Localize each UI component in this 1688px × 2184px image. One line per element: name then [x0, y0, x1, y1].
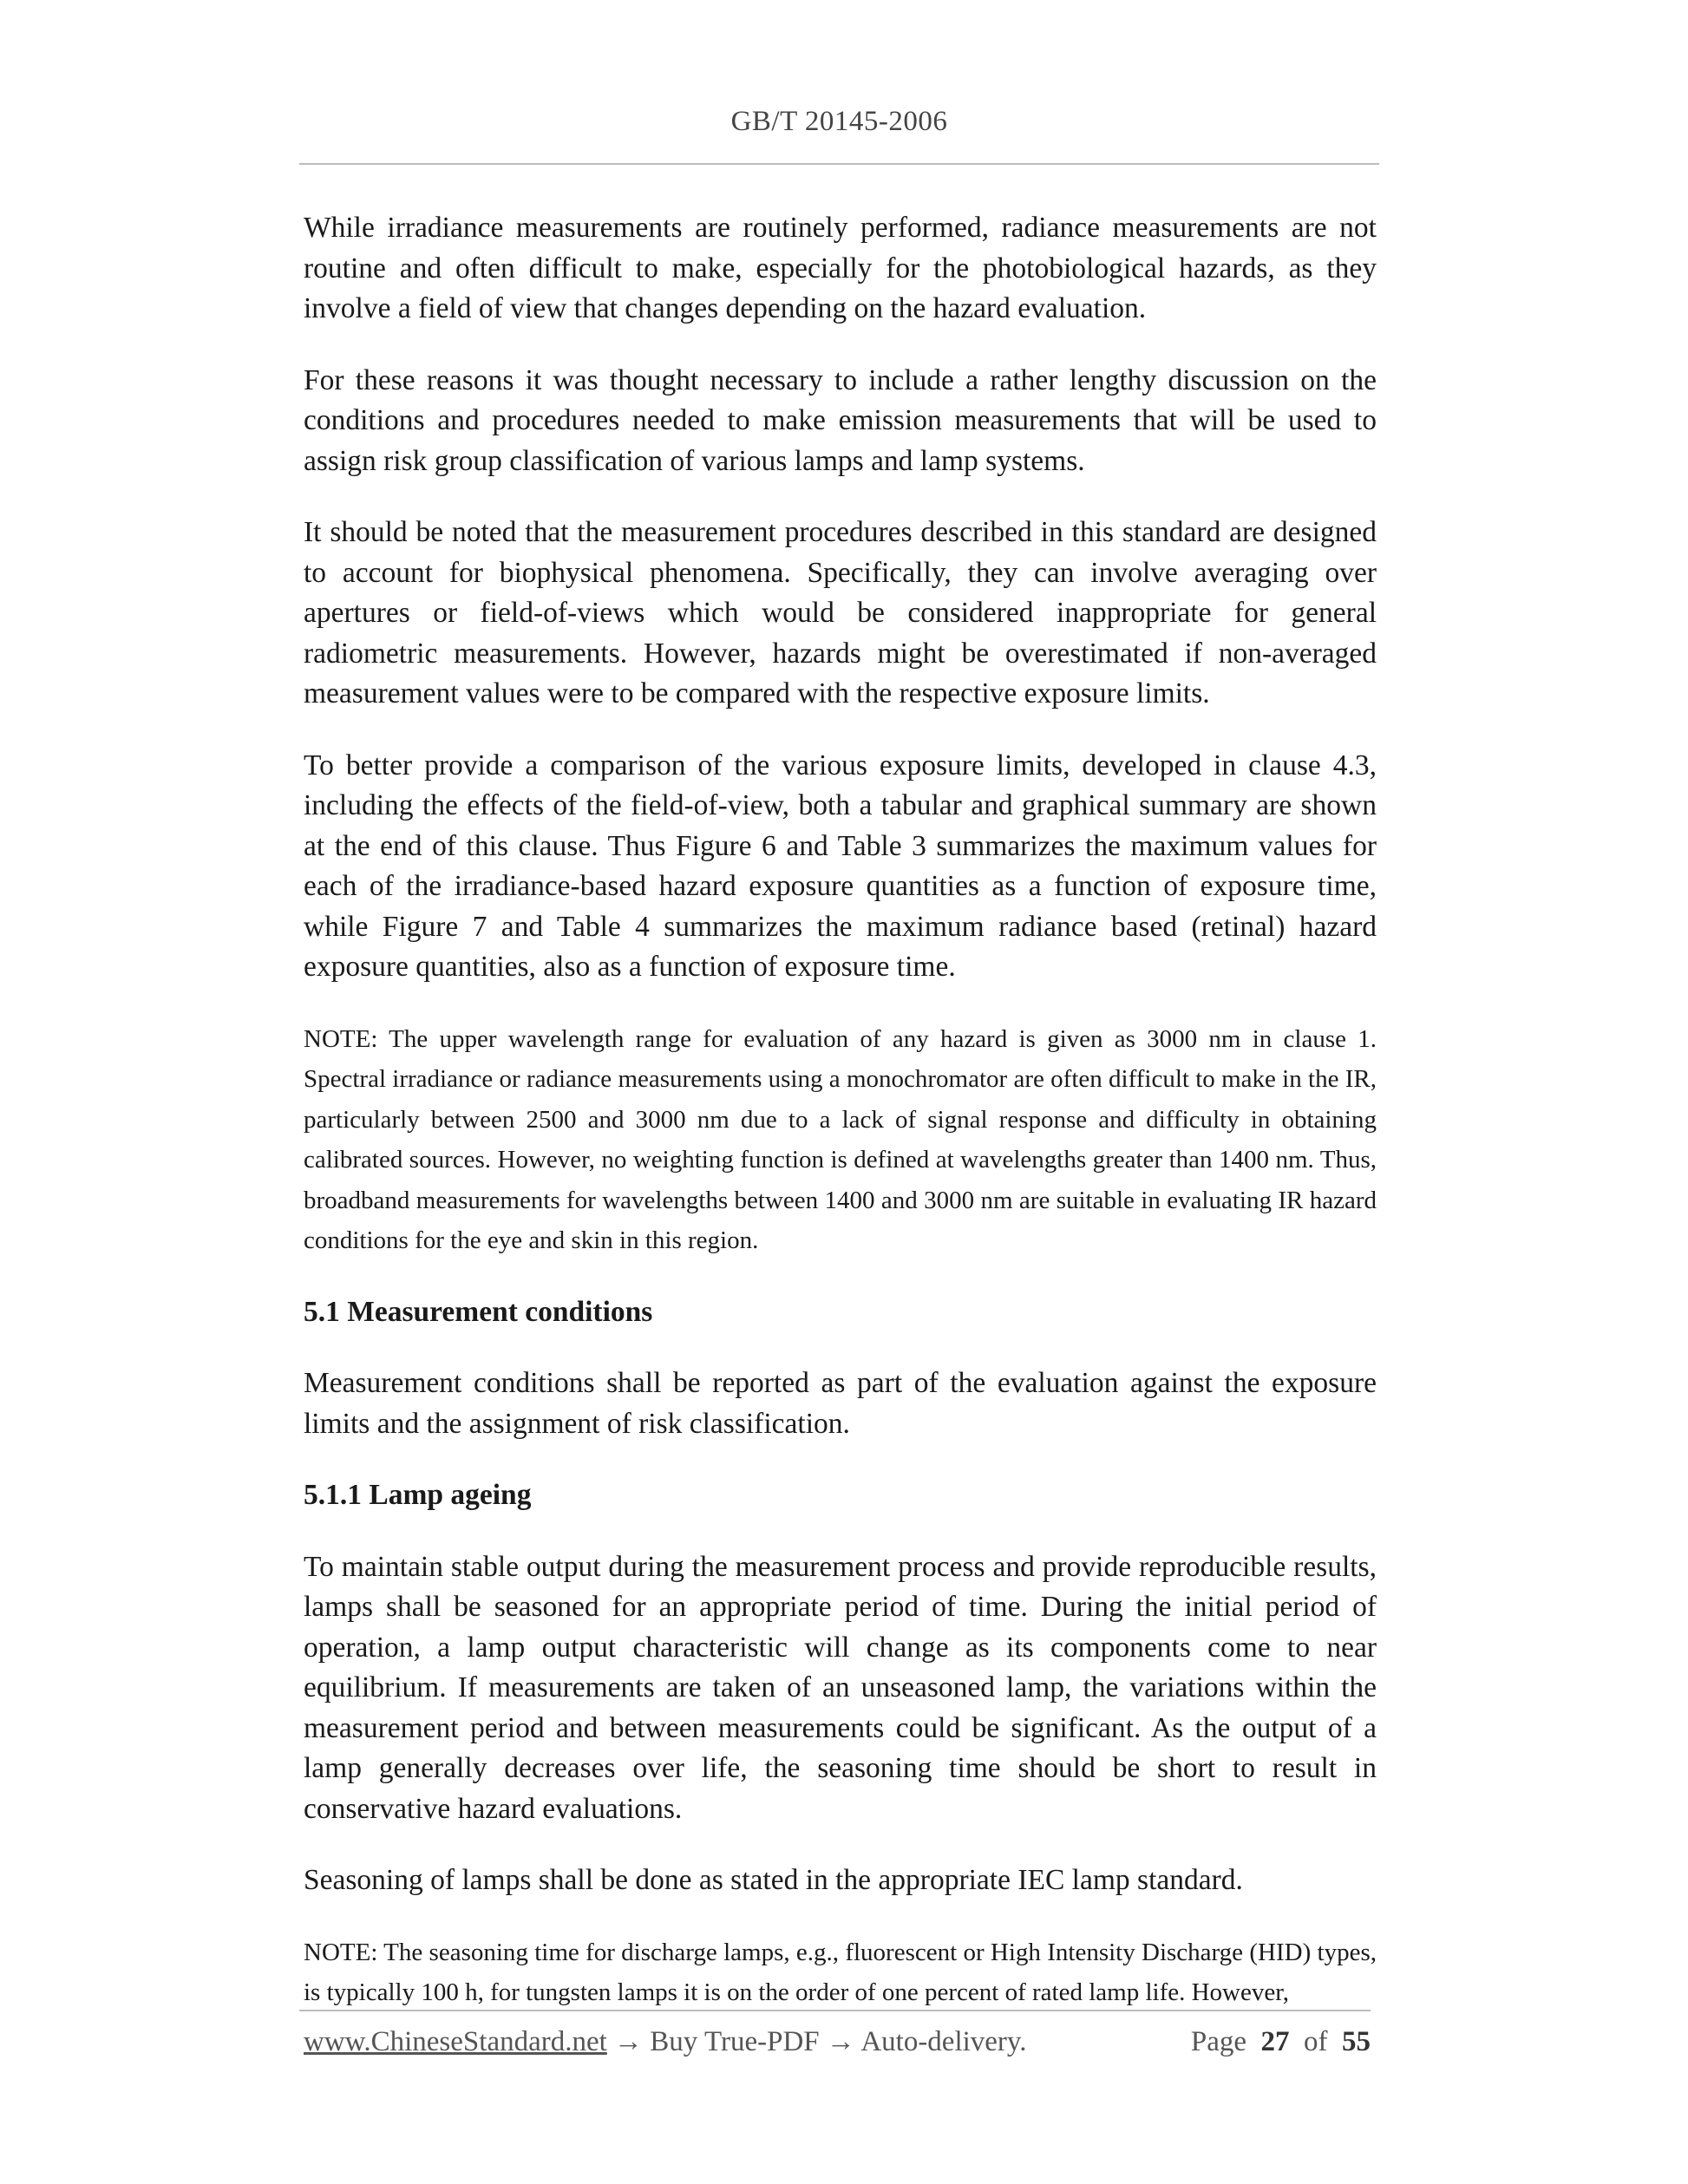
arrow-right-icon: →: [826, 2026, 855, 2057]
paragraph-seasoning-iec: Seasoning of lamps shall be done as stated in the appropriate IEC lamp standard.: [304, 1864, 1243, 1896]
section-heading-5-1: 5.1 Measurement conditions: [304, 1295, 653, 1328]
page-number: [1191, 2026, 1371, 2058]
paragraph-comparison: To better provide a comparison of the various exposure limits, developed in clause 4.3, including the effects of the field-of-view, both a tabular and graphical summary are shown at the end of this clause. Thus Figure 6 and Table 3 summarizes the maximum values for each of the irradiance-based hazard exposure quantities as a function of exposure time, while Figure 7 and Table 4 summarizes the maximum radiance based (retinal) hazard exposure quantities, also as a function of exposure time.: [304, 749, 1377, 983]
footer-promo: [304, 2026, 1027, 2058]
paragraph-lamp-seasoning: To maintain stable output during the measurement process and provide reproducible results, lamps shall be seasoned for an appropriate period of time. During the initial period of operation, a lamp output characteristic will change as its components come to near equilibrium. If measurements are taken of an unseasoned lamp, the variations within the measurement period and between measurements could be significant. As the output of a lamp generally decreases over life, the seasoning time should be short to result in conservative hazard evaluations.: [304, 1550, 1377, 1825]
paragraph-biophysical: It should be noted that the measurement procedures described in this standard are designed to account for biophysical phenomena. Specifically, they can involve averaging over apertures or field-of-views which would be considered inappropriate for general radiometric measurements. However, hazards might be overestimated if non-averaged measurement values were to be compared with the respective exposure limits.: [304, 516, 1377, 709]
page-body: [304, 208, 1377, 2044]
page-of-label: of: [1304, 2026, 1328, 2057]
paragraph-reasons: For these reasons it was thought necessary to include a rather lengthy discussion on the conditions and procedures needed to make emission measurements that will be used to assign risk group classification of various lamps and lamp systems.: [304, 363, 1377, 477]
note-seasoning-time: NOTE: The seasoning time for discharge lamps, e.g., fluorescent or High Intensity Discharge (HID) types, is typically 100 h, for tungsten lamps it is on the order of one percent of rated lamp life. However,: [304, 1938, 1377, 2006]
paragraph-measurement-conditions: Measurement conditions shall be reported as part of the evaluation against the exposure limits and the assignment of risk classification.: [304, 1367, 1377, 1440]
document-header: GB/T 20145-2006: [730, 106, 948, 137]
auto-delivery-text: Auto-delivery.: [860, 2026, 1027, 2057]
section-heading-5-1-1: 5.1.1 Lamp ageing: [304, 1479, 532, 1511]
page-current: 27: [1260, 2026, 1290, 2057]
paragraph-radiance-measurements: While irradiance measurements are routinely performed, radiance measurements are not routine and often difficult to make, especially for the photobiological hazards, as they involve a field of view that changes depending on the hazard evaluation.: [304, 212, 1377, 324]
website-link[interactable]: www.ChineseStandard.net: [304, 2026, 607, 2057]
note-wavelength: NOTE: The upper wavelength range for evaluation of any hazard is given as 3000 nm in clause 1. Spectral irradiance or radiance measurements using a monochromator are often difficult to make in the IR, particularly between 2500 and 3000 nm due to a lack of signal response and difficulty in obtaining calibrated sources. However, no weighting function is defined at wavelengths greater than 1400 nm. Thus, broadband measurements for wavelengths between 1400 and 3000 nm are suitable in evaluating IR hazard conditions for the eye and skin in this region.: [304, 1024, 1377, 1254]
header-divider: [299, 163, 1379, 165]
page-label: Page: [1190, 2026, 1246, 2057]
footer-divider: [299, 2010, 1371, 2011]
arrow-right-icon: →: [614, 2026, 644, 2057]
buy-pdf-text: Buy True-PDF: [650, 2026, 820, 2057]
page-total: 55: [1342, 2026, 1371, 2057]
